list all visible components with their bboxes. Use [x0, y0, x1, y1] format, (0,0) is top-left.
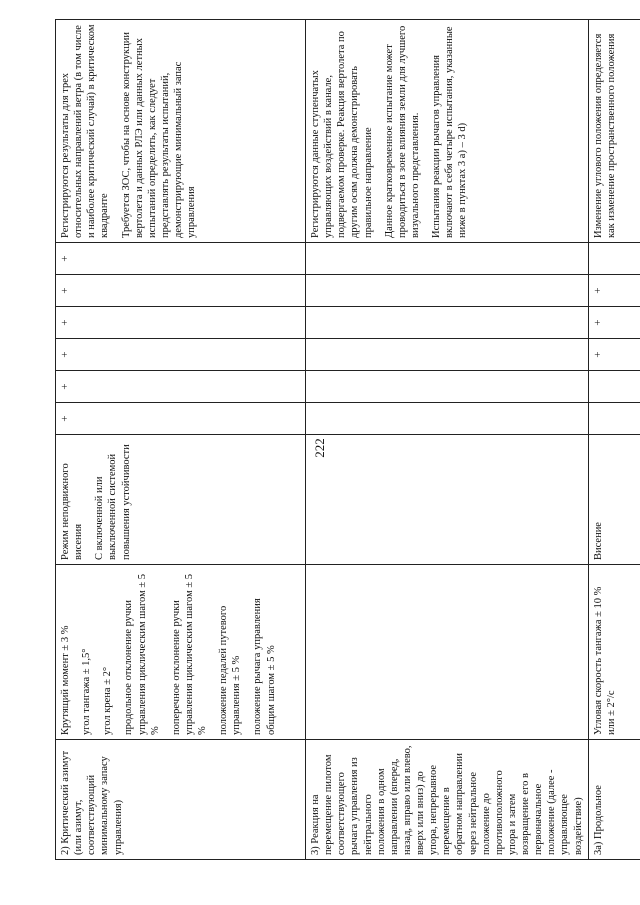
condition-item: С включенной или выключенной системой повышения устойчивости [94, 444, 132, 560]
note-item: Регистрируются результаты для трех относительных направлений ветра (в том числе и наиболее критический случай) в критическом квадранте [60, 24, 111, 238]
level-mark [306, 371, 589, 403]
notes-cell [588, 20, 640, 243]
table-row [56, 20, 306, 860]
level-mark [306, 275, 589, 307]
level-mark [306, 243, 589, 275]
level-mark [306, 403, 589, 435]
condition-item: Режим неподвижного висения [60, 463, 85, 560]
level-mark [588, 371, 640, 403]
table-row [588, 20, 640, 860]
level-mark: + [56, 339, 306, 371]
flight-condition-cell [306, 435, 589, 565]
tolerance-item: положение рычага управления общим шагом ± 5 % [252, 598, 277, 735]
tolerance-cell [588, 565, 640, 740]
level-mark [306, 339, 589, 371]
flight-condition-cell [56, 435, 306, 565]
level-mark [306, 307, 589, 339]
level-mark: + [588, 339, 640, 371]
note-item: Изменение углового положения определяется как изменение пространственного положения [592, 33, 617, 238]
flight-condition-cell [588, 435, 640, 565]
level-mark [588, 403, 640, 435]
notes-cell [56, 20, 306, 243]
tolerance-item: Угловая скорость тангажа ± 10 % или ± 2°/c [592, 586, 617, 735]
level-mark: + [56, 307, 306, 339]
level-mark: + [56, 403, 306, 435]
test-name-cell: 3a) Продольное [588, 740, 640, 860]
level-mark: + [56, 243, 306, 275]
level-mark: + [56, 371, 306, 403]
level-mark: + [588, 275, 640, 307]
level-mark [588, 243, 640, 275]
condition-item: Висение [592, 522, 604, 560]
tolerance-cell [56, 565, 306, 740]
note-item: Требуется ЗОС, чтобы на основе конструкции вертолета и данных РЛЭ или данных летных испытаний определить, как следует представлять результаты испытаний, демонстрирующие минимальный запас управления [120, 32, 198, 238]
note-item: Регистрируются данные ступенчатых управляющих воздействий в канале, подвергаемом проверке. Реакция вертолета по другим осям должна демонстрировать правильное направление [310, 31, 374, 238]
level-mark: + [588, 307, 640, 339]
note-item: Данное кратковременное испытание может проводиться в зоне влияния земли для лучшего визуального представления. [383, 25, 421, 238]
tolerance-item: Крутящий момент ± 3 % [60, 625, 71, 735]
note-item: Испытания реакции рычагов управления включают в себя четыре испытания, указанные ниже в пунктах 3 а) – 3 d) [431, 26, 469, 238]
tolerance-item: поперечное отклонение ручки управления циклическим шагом ± 5 % [170, 574, 208, 735]
level-mark: + [56, 275, 306, 307]
test-name-cell: 3) Реакция на перемещение пилотом соответствующего рычага управления из нейтрального положения в одном направлении (вперед, назад, вправо или влево, вверх или вниз) до упора, непрерывное перемещение в обратном направлении через нейтральное положение до противоположного упора и затем возвращение его в первоначальное положение (далее - управляющее воздействие) [306, 740, 589, 860]
tolerance-item: угол тангажа ± 1,5° [81, 648, 93, 735]
notes-cell [306, 20, 589, 243]
tolerance-item: продольное отклонение ручки управления циклическим шагом ± 5 % [123, 574, 161, 735]
tolerance-item: положение педалей путевого управления ± 5 % [218, 605, 243, 735]
rotated-page-content [55, 20, 635, 860]
tolerance-cell [306, 565, 589, 740]
tolerance-item: угол крена ± 2° [102, 666, 114, 735]
test-name-cell: 2) Критический азимут (или азимут, соответствующий минимальному запасу управления) [56, 740, 306, 860]
page-number: 222 [312, 438, 327, 458]
requirements-table [55, 19, 640, 860]
table-row [306, 20, 589, 860]
